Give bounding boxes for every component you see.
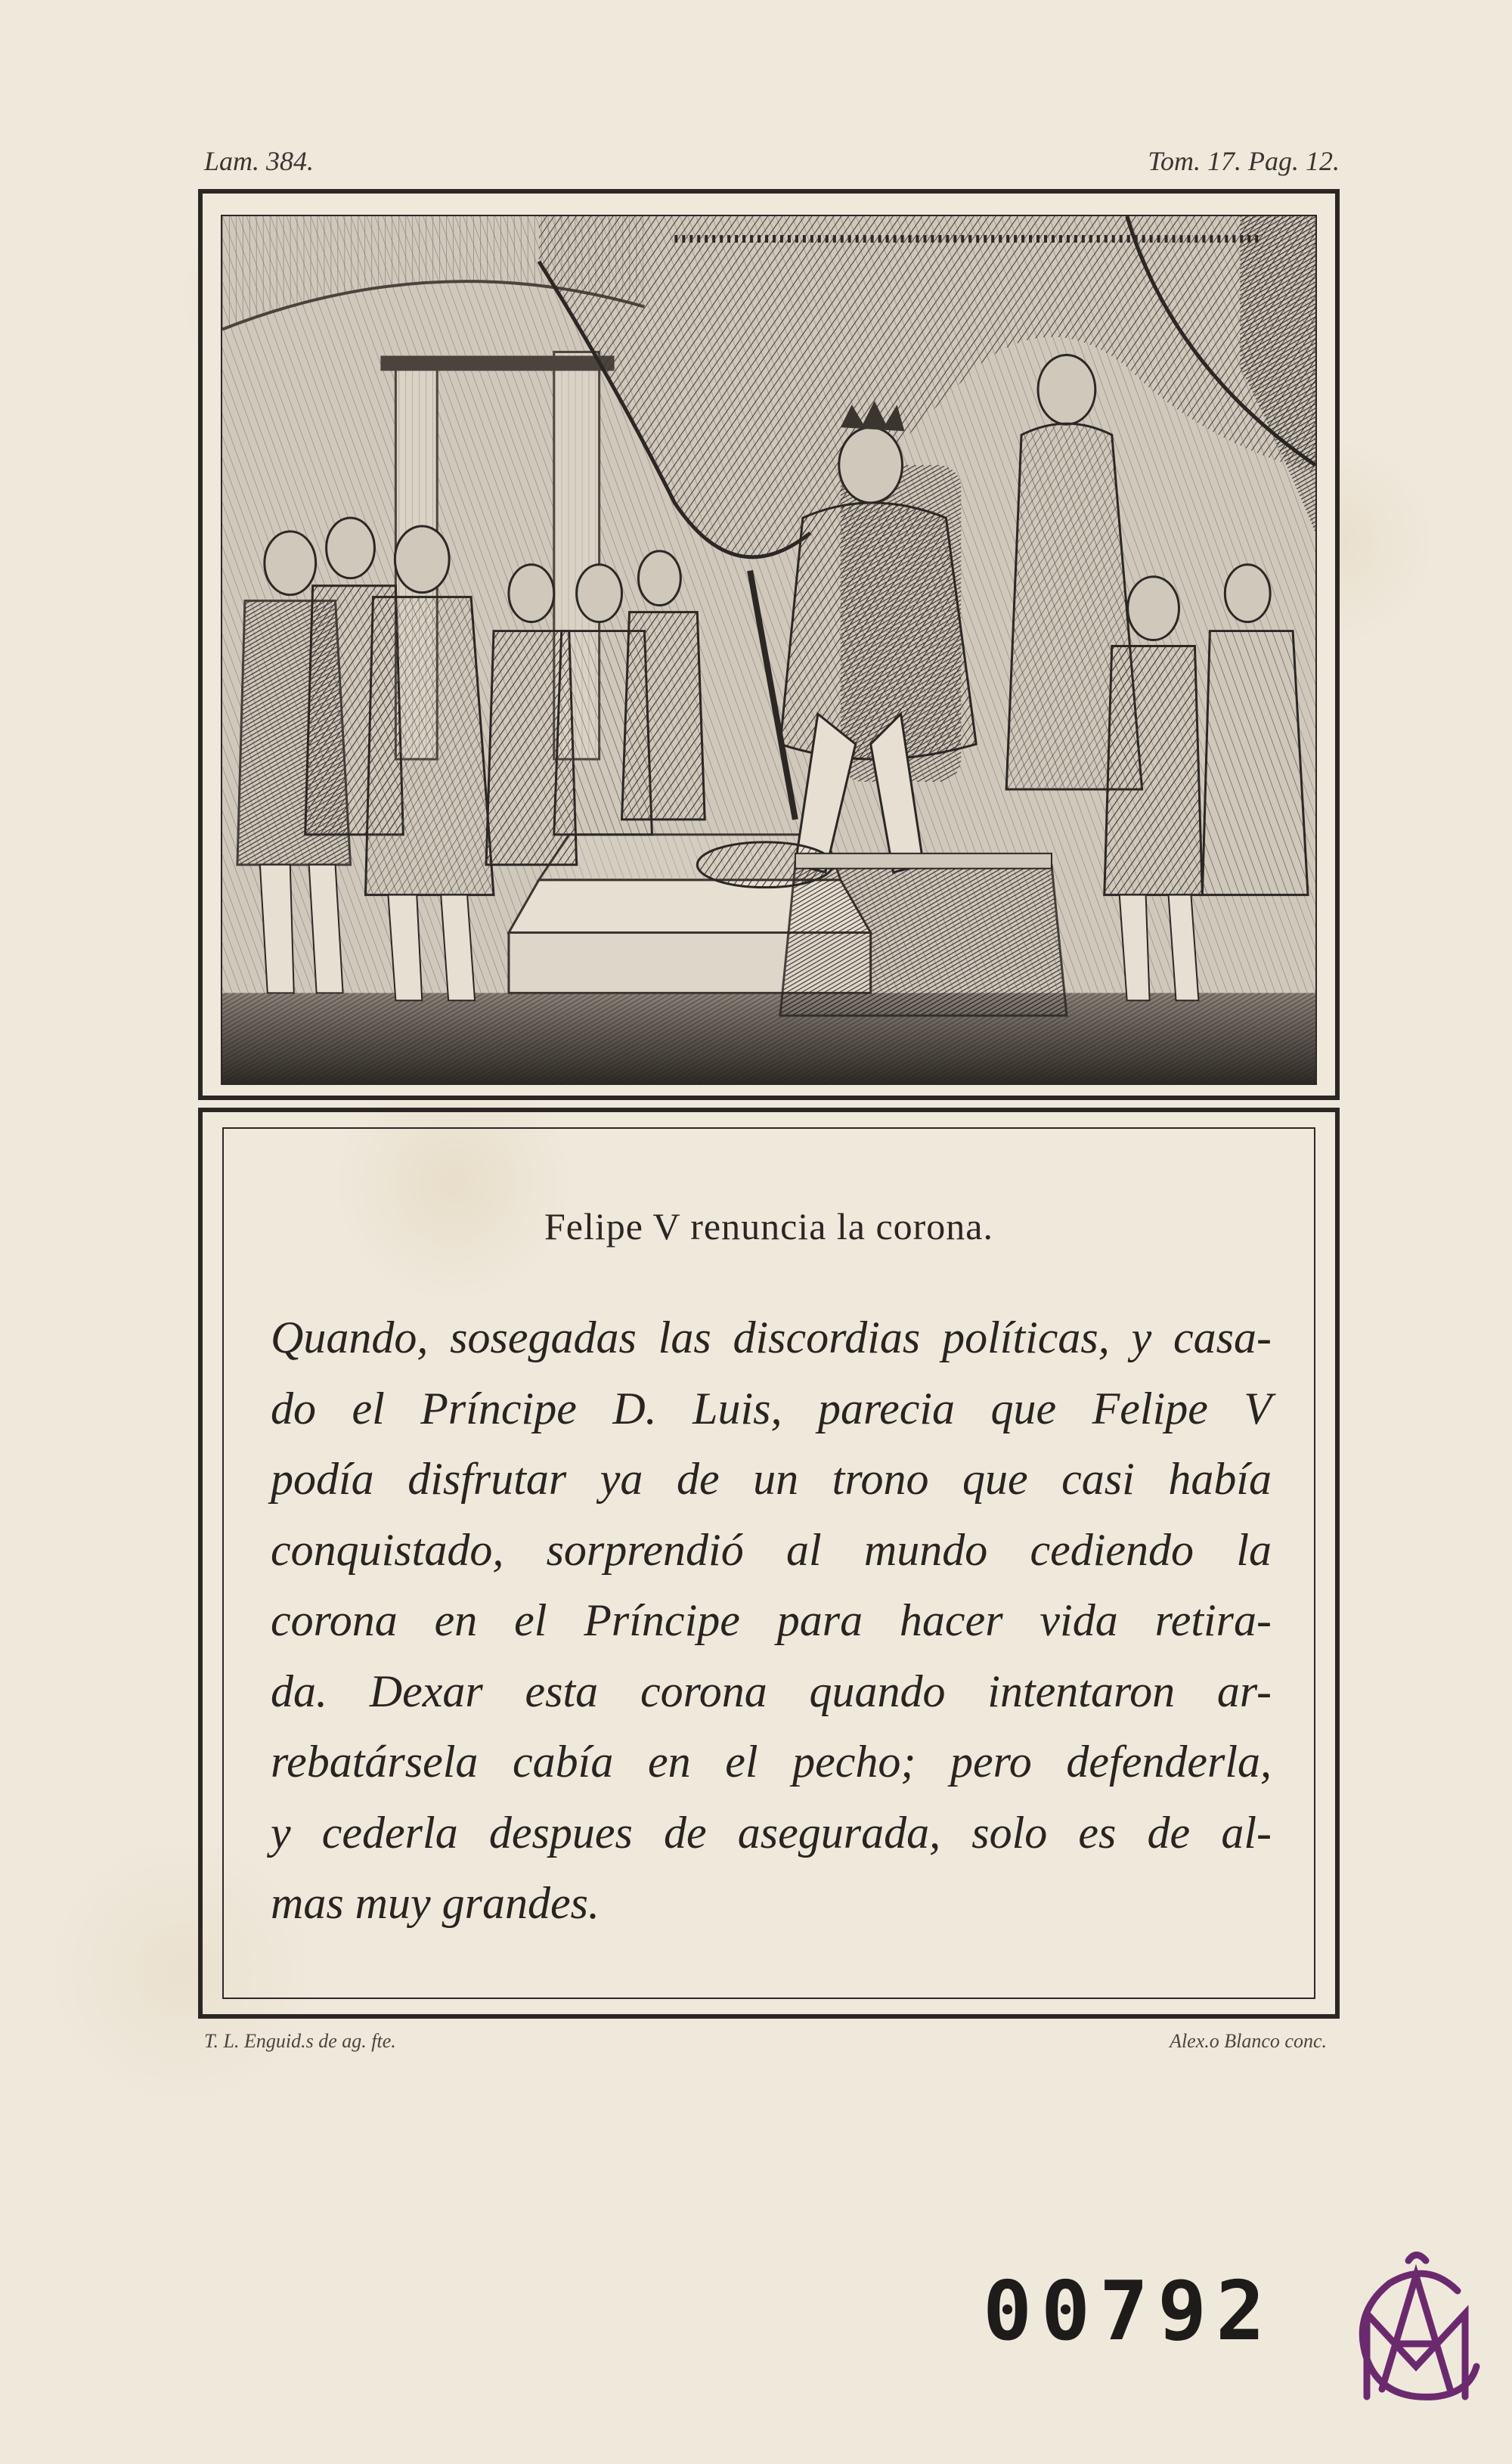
finisher-credit: Alex.o Blanco conc.: [1170, 2030, 1327, 2052]
volume-page-reference: Tom. 17. Pag. 12.: [1148, 146, 1340, 176]
engraver-credit: T. L. Enguid.s de ag. fte.: [204, 2030, 396, 2052]
caption-body-line: conquistado, sorprendió al mundo cediendo la: [271, 1524, 1272, 1575]
caption-body-line: corona en el Príncipe para hacer vida retira-: [271, 1595, 1272, 1645]
caption-body-line: podía disfrutar ya de un trono que casi había: [271, 1454, 1272, 1504]
caption-body: [271, 1303, 1272, 1939]
plate-number: Lam. 384.: [204, 146, 314, 176]
caption-title: Felipe V renuncia la corona.: [544, 1205, 993, 1247]
caption-body-line: rebatársela cabía en el pecho; pero defenderla,: [271, 1737, 1272, 1787]
caption-body-line: mas muy grandes.: [271, 1878, 600, 1928]
caption-body-line: Quando, sosegadas las discordias políticas, y casa-: [271, 1313, 1272, 1362]
collection-stamp-icon: [1337, 2245, 1495, 2419]
caption-body-line: do el Príncipe D. Luis, parecia que Felipe V: [271, 1383, 1272, 1433]
illustration-frame: [198, 189, 1340, 1100]
engraving-illustration: [221, 215, 1317, 1085]
caption-inner-border: [222, 1127, 1315, 1999]
caption-body-line: y cederla despues de asegurada, solo es de al-: [271, 1807, 1272, 1858]
caption-frame: [198, 1108, 1340, 2019]
caption-body-line: da. Dexar esta corona quando intentaron ar-: [271, 1666, 1272, 1716]
inventory-number: 00792: [983, 2264, 1275, 2359]
